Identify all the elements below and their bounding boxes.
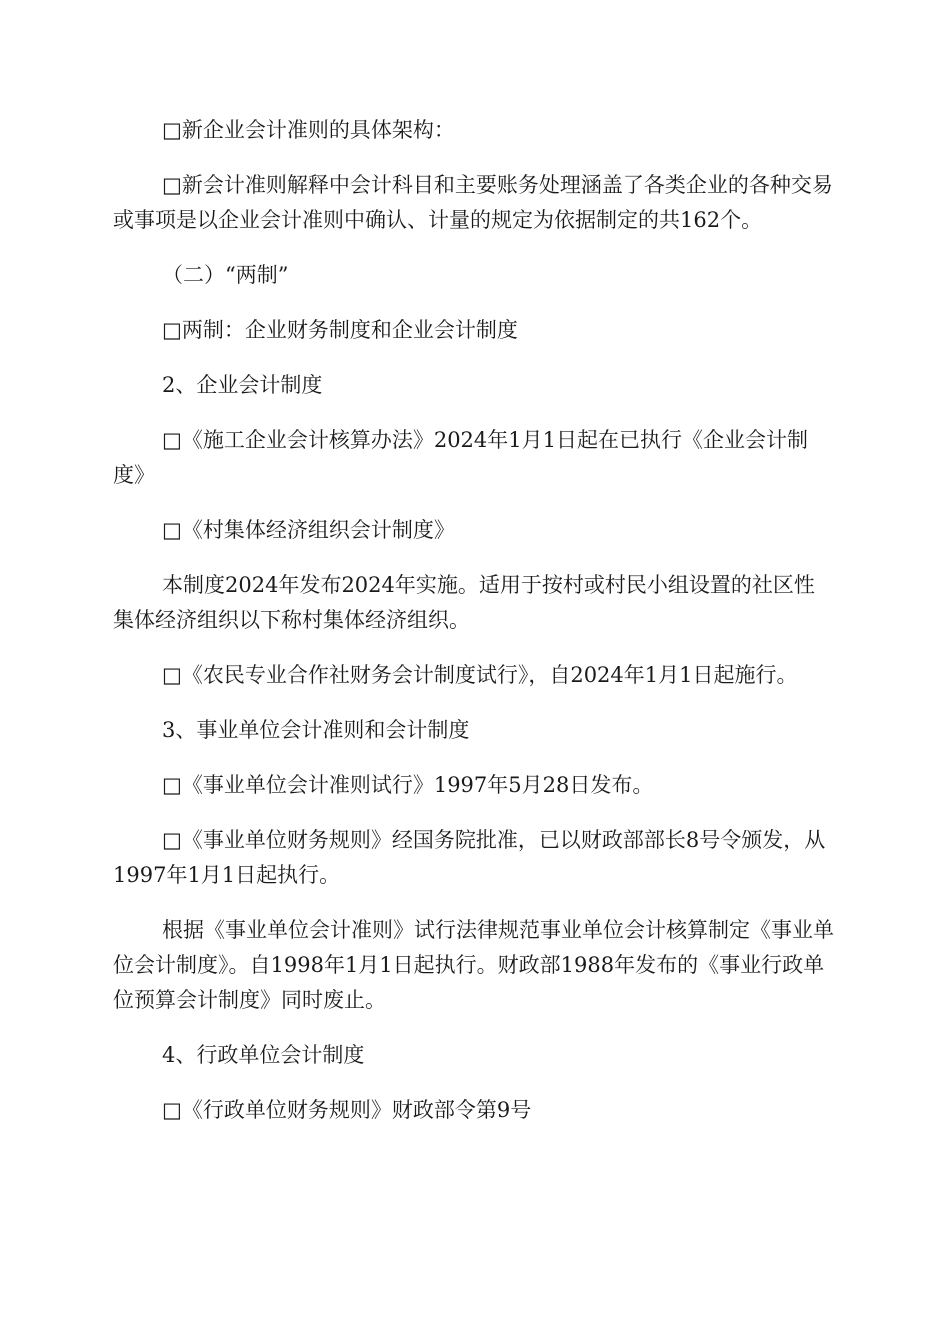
section-heading-two-systems: （二）“两制” xyxy=(162,263,289,287)
paragraph-two-systems: □两制：企业财务制度和企业会计制度 xyxy=(162,318,518,342)
paragraph-architecture: □新企业会计准则的具体架构： xyxy=(162,118,455,142)
paragraph-public-institution-finance: □《事业单位财务规则》经国务院批准，已以财政部部长8号令颁发，从1997年1月1日起执行。 xyxy=(113,828,826,887)
paragraph-interpretation: □新会计准则解释中会计科目和主要账务处理涵盖了各类企业的各种交易或事项是以企业会计准则中确认、计量的规定为依据制定的共162个。 xyxy=(113,173,833,232)
paragraph-public-institution-system: 根据《事业单位会计准则》试行法律规范事业单位会计核算制定《事业单位会计制度》。自1998年1月1日起执行。财政部1988年发布的《事业行政单位预算会计制度》同时废止。 xyxy=(113,918,834,1012)
paragraph-farmer-cooperative: □《农民专业合作社财务会计制度试行》，自2024年1月1日起施行。 xyxy=(162,663,798,687)
paragraph-public-institution-standard: □《事业单位会计准则试行》1997年5月28日发布。 xyxy=(162,773,654,797)
paragraph-village-collective: □《村集体经济组织会计制度》 xyxy=(162,518,455,542)
section-heading-administrative-unit: 4、行政单位会计制度 xyxy=(162,1043,365,1067)
paragraph-village-collective-detail: 本制度2024年发布2024年实施。适用于按村或村民小组设置的社区性集体经济组织以下称村集体经济组织。 xyxy=(113,573,815,632)
section-heading-enterprise-accounting: 2、企业会计制度 xyxy=(162,373,323,397)
paragraph-administrative-finance: □《行政单位财务规则》财政部令第9号 xyxy=(162,1098,532,1122)
section-heading-public-institution: 3、事业单位会计准则和会计制度 xyxy=(162,718,470,742)
paragraph-construction-enterprise: □《施工企业会计核算办法》2024年1月1日起在已执行《企业会计制度》 xyxy=(113,428,809,487)
document-body xyxy=(113,113,835,1148)
